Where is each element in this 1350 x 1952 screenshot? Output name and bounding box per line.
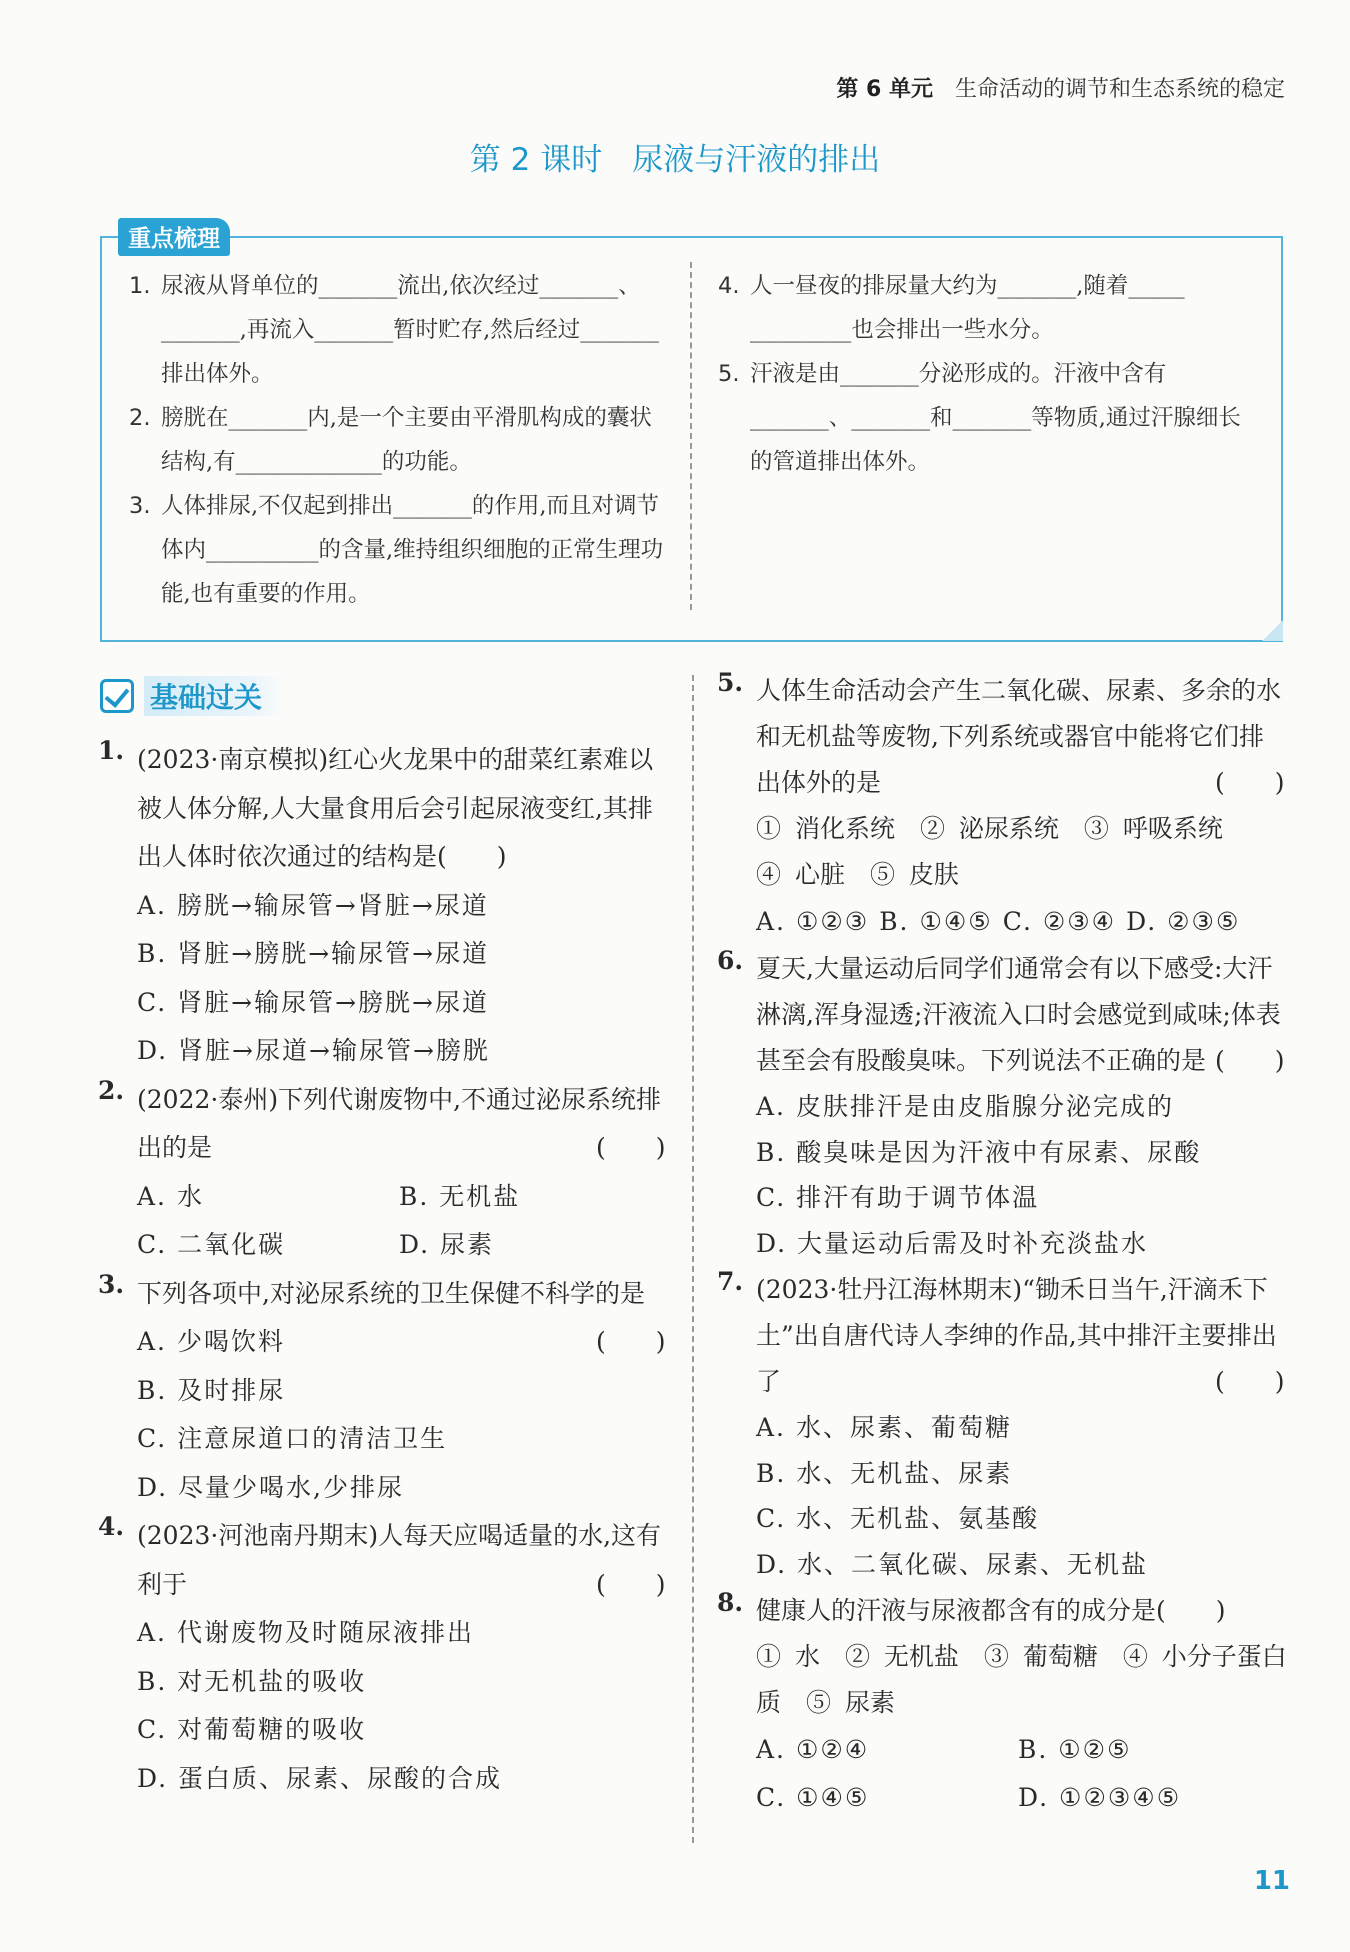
question-stem <box>137 736 668 882</box>
column-divider <box>692 675 694 1843</box>
answer-bracket: ( ) <box>596 1327 666 1356</box>
question-number: 6. <box>717 946 744 975</box>
option-d: D. ②③⑤ <box>1126 907 1241 936</box>
answer-bracket: ( ) <box>1215 1046 1285 1075</box>
question-number: 8. <box>717 1587 744 1617</box>
option-c: C. ①④⑤ <box>756 1782 870 1812</box>
option-b: B. 无机盐 <box>399 1181 521 1211</box>
question-5 <box>717 668 1287 946</box>
option-a: A. 膀胱→输尿管→肾脏→尿道 <box>137 890 489 920</box>
unit-label: 第 6 单元 <box>836 77 933 102</box>
key-point-number: 4. <box>718 273 740 299</box>
option-b: B. 肾脏→膀胱→输尿管→尿道 <box>137 939 490 968</box>
question-text: 健康人的汗液与尿液都含有的成分是 <box>756 1595 1157 1625</box>
option-a: A. 水 <box>137 1181 204 1211</box>
key-point-item <box>718 352 1263 484</box>
page-header <box>836 72 1285 103</box>
unit-title: 生命活动的调节和生态系统的稳定 <box>954 77 1285 102</box>
checkbox-icon <box>100 679 134 713</box>
question-stem <box>756 1588 1287 1634</box>
answer-bracket: ( ) <box>596 1569 666 1599</box>
question-number: 1. <box>98 736 125 765</box>
answer-bracket: ( ) <box>596 1133 666 1162</box>
question-stem <box>756 668 1287 806</box>
question-number: 2. <box>98 1075 125 1105</box>
key-point-text: 人体排尿,不仅起到排出_______的作用,而且对调节体内__________的含量,维持组织细胞的正常生理功能,也有重要的作用。 <box>161 493 664 607</box>
question-7 <box>717 1267 1287 1588</box>
choice-list: ① 水 ② 无机盐 ③ 葡萄糖 ④ 小分子蛋白质 ⑤ 尿素 <box>756 1641 1287 1717</box>
questions-left-column <box>98 736 668 1803</box>
question-text: 人体生命活动会产生二氧化碳、尿素、多余的水和无机盐等废物,下列系统或器官中能将它们排出体外的是 <box>756 676 1282 797</box>
question-stem <box>756 1267 1287 1405</box>
option-b: B. 及时排尿 <box>137 1375 286 1405</box>
key-points-divider <box>690 262 692 610</box>
key-point-number: 5. <box>718 361 740 387</box>
option-c: C. 对葡萄糖的吸收 <box>137 1715 367 1744</box>
key-point-text: 膀胱在_______内,是一个主要由平滑肌构成的囊状结构,有_____________的功能。 <box>161 405 652 475</box>
key-point-number: 3. <box>129 493 151 519</box>
key-point-text: 汗液是由_______分泌形成的。汗液中含有_______、_______和_______等物质,通过汗腺细长的管道排出体外。 <box>750 361 1241 475</box>
answer-bracket: ( ) <box>1156 1595 1226 1625</box>
option-b: B. 水、无机盐、尿素 <box>756 1458 1013 1488</box>
option-b: B. ①②⑤ <box>1018 1734 1132 1764</box>
answer-bracket: ( ) <box>1215 768 1285 797</box>
lesson-title <box>0 134 1350 179</box>
lesson-name: 尿液与汗液的排出 <box>632 142 881 178</box>
option-a: A. 皮肤排汗是由皮脂腺分泌完成的 <box>756 1092 1174 1121</box>
option-c: C. ②③④ <box>1002 907 1117 936</box>
question-text: (2022·泰州)下列代谢废物中,不通过泌尿系统排出的是 <box>137 1084 662 1162</box>
option-a: A. 水、尿素、葡萄糖 <box>756 1412 1012 1442</box>
question-text: 夏天,大量运动后同学们通常会有以下感受:大汗淋漓,浑身湿透;汗液流入口时会感觉到咸味;体表甚至会有股酸臭味。下列说法不正确的是 <box>756 954 1281 1075</box>
option-b: B. ①④⑤ <box>879 907 993 936</box>
key-points-right <box>718 264 1263 484</box>
answer-bracket: ( ) <box>1215 1366 1285 1396</box>
answer-bracket: ( ) <box>437 842 507 871</box>
option-row <box>137 1173 668 1222</box>
question-number: 5. <box>717 668 744 697</box>
option-c: C. 排汗有助于调节体温 <box>756 1183 1040 1213</box>
option-row <box>137 1221 668 1270</box>
question-number: 3. <box>98 1269 125 1299</box>
question-8 <box>717 1588 1287 1822</box>
option-c: C. 水、无机盐、氨基酸 <box>756 1504 1040 1534</box>
choice-list: ① 消化系统 ② 泌尿系统 ③ 呼吸系统 <box>756 814 1223 843</box>
option-a: A. ①②④ <box>756 1734 870 1764</box>
option-row <box>756 898 1287 946</box>
section-title: 基础过关 <box>144 676 282 716</box>
question-text: (2023·牡丹江海林期末)“锄禾日当午,汗滴禾下土”出自唐代诗人李绅的作品,其中排汗主要排出了 <box>756 1274 1277 1396</box>
question-text: (2023·南京模拟)红心火龙果中的甜菜红素难以被人体分解,人大量食用后会引起尿液变红,其排出人体时依次通过的结构是 <box>137 745 654 871</box>
key-point-item <box>129 396 669 484</box>
option-row <box>756 1774 1287 1822</box>
key-points-left <box>129 264 669 616</box>
question-3 <box>98 1270 668 1513</box>
key-point-item <box>129 264 669 396</box>
option-d: D. 水、二氧化碳、尿素、无机盐 <box>756 1549 1149 1579</box>
option-b: B. 酸臭味是因为汗液中有尿素、尿酸 <box>756 1137 1202 1167</box>
option-d: D. 尽量少喝水,少排尿 <box>137 1472 404 1502</box>
option-c: C. 注意尿道口的清洁卫生 <box>137 1424 448 1453</box>
question-2 <box>98 1076 668 1270</box>
lesson-number: 第 2 课时 <box>469 142 603 178</box>
option-b: B. 对无机盐的吸收 <box>137 1666 367 1696</box>
key-point-number: 1. <box>129 273 151 299</box>
question-number: 7. <box>717 1266 744 1296</box>
option-d: D. 尿素 <box>399 1230 495 1259</box>
question-1 <box>98 736 668 1076</box>
key-point-text: 人一昼夜的排尿量大约为_______,随着_____ _________也会排出一些水分。 <box>750 273 1185 343</box>
option-d: D. ①②③④⑤ <box>1018 1782 1182 1812</box>
corner-fold <box>1262 620 1283 641</box>
question-stem <box>756 946 1287 1084</box>
option-c: C. 肾脏→输尿管→膀胱→尿道 <box>137 987 489 1017</box>
question-text: (2023·河池南丹期末)人每天应喝适量的水,这有利于 <box>137 1521 662 1599</box>
question-6 <box>717 946 1287 1267</box>
question-stem <box>137 1076 668 1173</box>
question-text: 下列各项中,对泌尿系统的卫生保健不科学的是 <box>137 1278 645 1308</box>
key-point-number: 2. <box>129 405 151 431</box>
option-d: D. 蛋白质、尿素、尿酸的合成 <box>137 1763 503 1793</box>
option-a: A. 少喝饮料 <box>137 1327 285 1356</box>
choice-list: ④ 心脏 ⑤ 皮肤 <box>756 860 959 889</box>
option-a: A. 代谢废物及时随尿液排出 <box>137 1618 474 1647</box>
page-number: 11 <box>1253 1866 1290 1896</box>
question-number: 4. <box>98 1512 125 1541</box>
key-point-item <box>129 484 669 616</box>
option-row <box>756 1726 1287 1774</box>
option-d: D. 肾脏→尿道→输尿管→膀胱 <box>137 1036 490 1065</box>
option-d: D. 大量运动后需及时补充淡盐水 <box>756 1229 1149 1259</box>
question-stem <box>137 1512 668 1609</box>
section-heading <box>100 676 282 716</box>
question-4 <box>98 1512 668 1803</box>
questions-right-column <box>717 668 1287 1822</box>
option-a: A. ①②③ <box>756 907 870 936</box>
key-points-tag: 重点梳理 <box>118 218 230 256</box>
key-point-item <box>718 264 1263 352</box>
option-c: C. 二氧化碳 <box>137 1230 286 1259</box>
key-point-text: 尿液从肾单位的_______流出,依次经过_______、_______,再流入_______暂时贮存,然后经过_______排出体外。 <box>161 273 660 387</box>
